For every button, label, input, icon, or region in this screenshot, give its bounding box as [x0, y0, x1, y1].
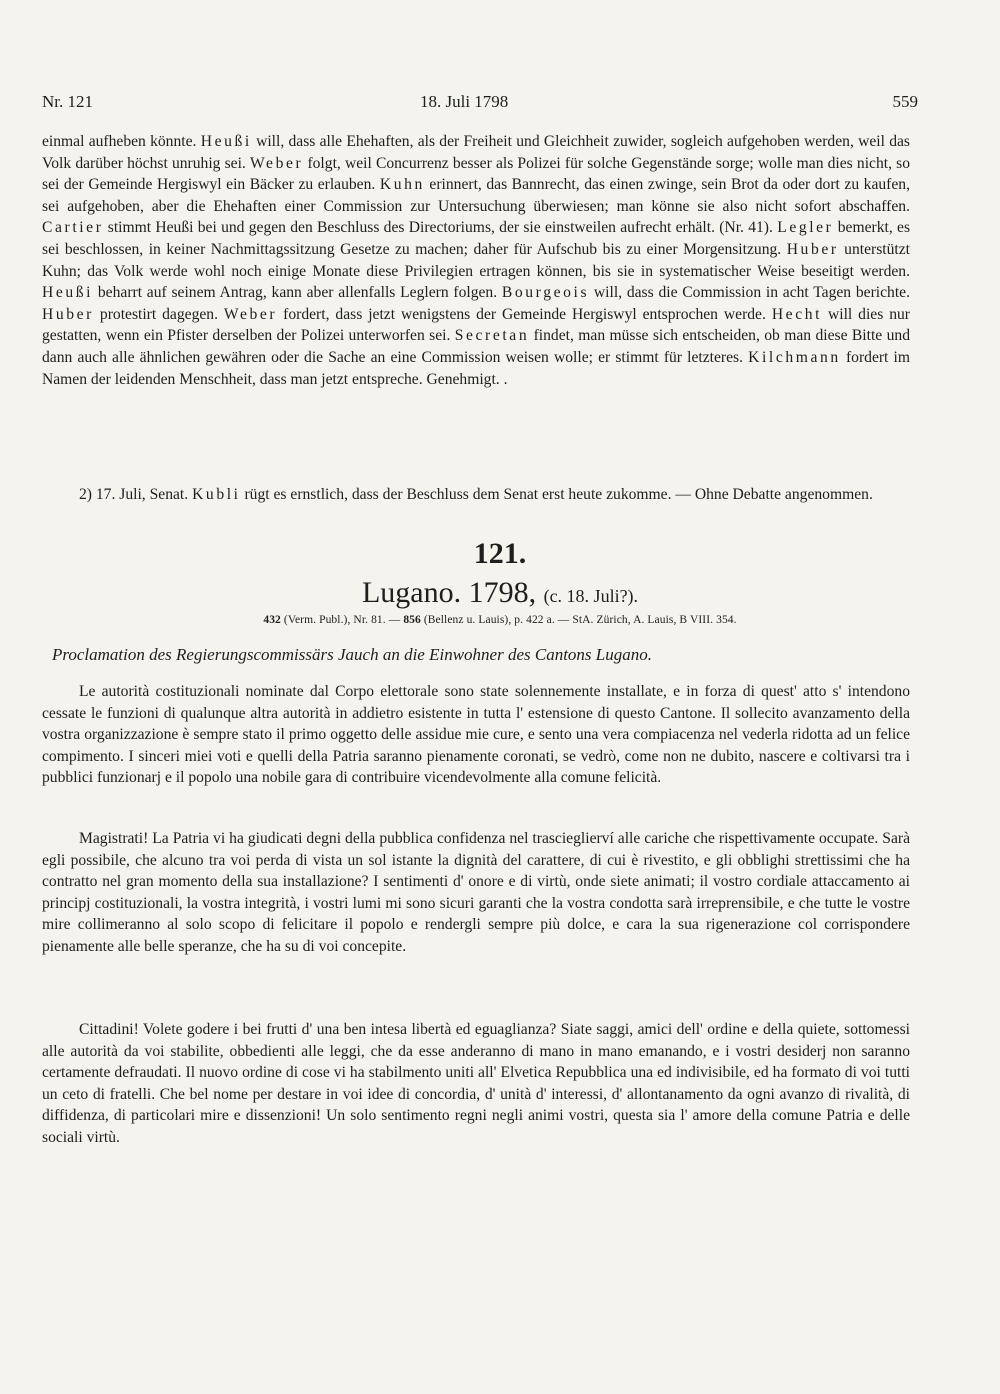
proclamation-text-2: Magistrati! La Patria vi ha giudicati degni della pubblica confidenza nel trascieglierví alle cariche che rispettivamente occupate. Sarà egli possibile, che alcuno tra voi perda di vista un sol istante la dignità del carattere, di cui è rivestito, e gli obblighi strettissimi che ha contratto nel gran momento della sua installazione? I sentimenti d' onore e di virtù, onde siete animati; il vostro cordiale attaccamento ai principj costituzionali, la vostra integrità, i vostri lumi mi sono sicuri garanti che la vostra condotta sarà irreprensibile, e che tutte le vostre mire collimeranno al solo scopo di felicitare il popolo e rendergli sempre più dolce, e cara la sua rigenerazione col corrispondere pienamente alle belle speranze, che ha su di voi concepite.: [42, 830, 910, 955]
document-title: [0, 571, 1000, 618]
source-reference: [0, 612, 1000, 628]
text-run: fordert im Namen der leidenden Menschheit, dass man jetzt entspreche. Genehmigt. .: [42, 348, 910, 388]
speaker-name: Kubli: [192, 486, 241, 503]
text-run: (Bellenz u. Lauis), p. 422 a. — StA. Zürich, A. Lauis, B VIII. 354.: [420, 614, 737, 626]
debate-text-2: [42, 484, 910, 506]
speaker-name: Kuhn: [379, 176, 425, 194]
speaker-name: Hecht: [771, 305, 823, 323]
proclamation-heading: Proclamation des Regierungscommissärs Jauch an die Einwohner des Cantons Lugano.: [52, 645, 652, 664]
text-run: 2) 17. Juli, Senat.: [79, 486, 193, 503]
speaker-name: Kilchmann: [748, 348, 841, 366]
text-run: unterstützt Kuhn; das Volk werde wohl noch einige Monate diese Privilegien ertragen können, bis sie in systematischer Weise beseitigt werden.: [42, 240, 910, 280]
text-run: will, dass die Commission in acht Tagen berichte.: [589, 284, 910, 302]
proclamation-paragraph-3: [42, 1019, 910, 1149]
title-place-year: Lugano. 1798,: [361, 576, 537, 609]
text-run: findet, man müsse sich entscheiden, ob man diese Bitte und dann auch alle ähnlichen gewähren oder die Sache an eine Commission weisen wolle; er stimmt für letzteres.: [42, 327, 910, 366]
text-run: stimmt Heußi bei und gegen den Beschluss des Directoriums, der sie einstweilen aufrecht erhält. (Nr. 41).: [103, 219, 778, 237]
text-run: bemerkt, es sei beschlossen, in keiner Nachmittagssitzung Gesetze zu machen; daher für Aufschub bis zu einer Morgensitzung.: [42, 219, 911, 258]
speaker-name: Bourgeois: [501, 284, 590, 302]
source-number: 432: [263, 614, 281, 626]
speaker-name: Legler: [777, 219, 834, 237]
text-run: protestirt dagegen.: [93, 305, 224, 323]
text-run: will, dass alle Ehehaften, als der Freiheit und Gleichheit zuwider, sogleich aufgehoben werden, weil das Volk darüber höchst unruhig sei.: [42, 133, 910, 172]
text-run: beharrt auf seinem Antrag, kann aber allenfalls Leglern folgen.: [93, 284, 502, 302]
title-date: (c. 18. Juli?).: [543, 586, 639, 606]
debate-paragraph-1: [42, 131, 910, 390]
header-date: 18. Juli 1798: [420, 92, 509, 111]
speaker-name: Huber: [42, 305, 94, 323]
text-run: (Verm. Publ.), Nr. 81. —: [280, 614, 404, 626]
debate-text-1: [42, 131, 910, 390]
speaker-name: Weber: [223, 305, 278, 323]
document-number: 121.: [473, 537, 527, 570]
text-run: erinnert, das Bannrecht, das einen zwinge, sein Brot da oder dort zu kaufen, sei aufgehoben, aber die Ehehaften einer Commission zur Untersuchung überwiesen; man könne sie also nicht sofort abschaffen.: [42, 176, 910, 215]
proclamation-paragraph-1: [42, 681, 910, 789]
speaker-name: Heußi: [200, 133, 252, 150]
text-run: will dies nur gestatten, wenn ein Pfister derselben der Polizei unterworfen sei.: [42, 305, 910, 345]
speaker-name: Heußi: [42, 284, 94, 302]
header-document-number: Nr. 121: [42, 92, 93, 111]
speaker-name: Cartier: [42, 219, 104, 237]
text-run: einmal aufheben könnte.: [42, 133, 201, 150]
debate-paragraph-2: [42, 484, 910, 506]
page-number: 559: [892, 92, 918, 111]
text-run: folgt, weil Concurrenz besser als Polizei für solche Gegenstände sorge; wolle man dies nicht, so sei der Gemeinde Hergiswyl ein Bäcker zu erlauben.: [42, 154, 910, 194]
speaker-name: Huber: [786, 240, 839, 258]
source-number: 856: [403, 614, 421, 626]
proclamation-paragraph-2: [42, 828, 910, 958]
proclamation-text-1: Le autorità costituzionali nominate dal Corpo elettorale sono state solennemente installate, e in forza di quest' atto s' intendono cessate le funzioni di qualunque altra autorità in addietro esistente in tutta l' estensione di questo Cantone. Il sollecito avanzamento della vostra organizzazione è sempre stato il primo oggetto delle assidue mie cure, e sento una vera compiacenza nel vederla ridotta ad un felice compimento. I sinceri miei voti e quelli della Patria saranno pienamente coronati, se vedrò, come non ne dubito, nascere e coltivarsi tra i pubblici funzionarj e il popolo una nobile gara di contribuire vicendevolmente alla comune felicità.: [42, 683, 910, 787]
speaker-name: Weber: [249, 154, 304, 172]
proclamation-text-3: Cittadini! Volete godere i bei frutti d' una ben intesa libertà ed eguaglianza? Siate saggi, amici dell' ordine e della quiete, sottomessi alle autorità da voi stabilite, obbedienti alle leggi, che da esse anderanno di mano in mano emanando, e i vostri desiderj non saranno certamente defraudati. Il nuovo ordine di cose vi ha stabilmento uniti all' Elvetica Repubblica una ed indivisibile, ed ha formato di voi tutti un ceto di fratelli. Che bel nome per destare in voi idee di concordia, d' unità d' interessi, d' allontanamento da ogni avanzo di rivalità, di diffidenza, di particolari mire e dissenzioni! Un solo sentimento regni negli animi vostri, questa sia l' amore della comune Patria e delle sociali virtù.: [42, 1021, 910, 1146]
speaker-name: Secretan: [454, 327, 530, 345]
text-run: fordert, dass jetzt wenigstens der Gemeinde Hergiswyl entsprochen werde.: [277, 305, 772, 323]
text-run: rügt es ernstlich, dass der Beschluss dem Senat erst heute zukomme. — Ohne Debatte angenommen.: [240, 486, 873, 503]
